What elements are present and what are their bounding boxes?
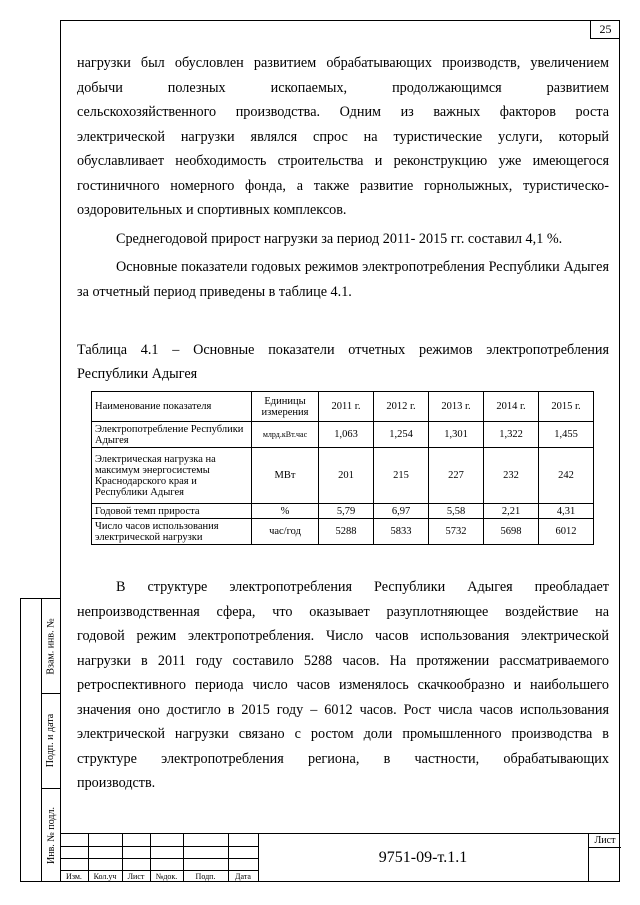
row-value: 5,79 <box>319 504 374 519</box>
line: годовой режим электропотребления. Число часов использования электрической <box>77 628 609 644</box>
row-value: 1,063 <box>319 422 374 448</box>
line: гостиничного номерного фонда, а также развитие горнолыжных, туристическо- <box>77 177 609 194</box>
row-value: 215 <box>374 448 429 504</box>
line: нагрузки в 2011 году составило 5288 часов. На протяжении рассматриваемого <box>77 652 609 669</box>
sheet-box <box>588 834 621 882</box>
line: производств. <box>77 775 156 791</box>
row-unit: % <box>252 504 319 519</box>
header-2014: 2014 г. <box>484 392 539 422</box>
table-row <box>92 422 594 448</box>
row-value: 5698 <box>484 519 539 545</box>
row-name: Число часов использования электрической нагрузки <box>92 519 252 545</box>
row-value: 232 <box>484 448 539 504</box>
table-row <box>92 504 594 519</box>
row-value: 227 <box>429 448 484 504</box>
row-value: 1,455 <box>539 422 594 448</box>
line: электрической нагрузки являлся спрос на туристические услуги, который <box>77 128 609 145</box>
col-change: Изм. <box>66 872 82 881</box>
table-caption-text: Таблица 4.1 – Основные показатели отчетных режимов электропотребления Республики Адыгея <box>77 342 609 382</box>
row-value: 1,322 <box>484 422 539 448</box>
line: оздоровительных и спортивных комплексов. <box>77 202 347 218</box>
side-strip <box>20 598 60 882</box>
header-2011: 2011 г. <box>319 392 374 422</box>
header-2012: 2012 г. <box>374 392 429 422</box>
row-value: 5833 <box>374 519 429 545</box>
row-name: Годовой темп прироста <box>92 504 252 519</box>
stamp-grid <box>60 834 259 882</box>
line: структуре электропотребления региона, в частности, обрабатывающих <box>77 750 609 767</box>
row-value: 2,21 <box>484 504 539 519</box>
line: нагрузки был обусловлен развитием обрабатывающих производств, увеличением <box>77 55 609 71</box>
row-value: 6,97 <box>374 504 429 519</box>
row-value: 5288 <box>319 519 374 545</box>
col-sheet: Лист <box>127 872 145 881</box>
header-2015: 2015 г. <box>539 392 594 422</box>
indicators-table <box>91 391 594 545</box>
page-number: 25 <box>590 20 620 39</box>
table-row <box>92 448 594 504</box>
col-signature: Подп. <box>195 872 216 881</box>
col-count: Кол.уч <box>93 872 117 881</box>
row-value: 5732 <box>429 519 484 545</box>
sheet-label: Лист <box>589 834 621 848</box>
header-2013: 2013 г. <box>429 392 484 422</box>
line: значения оно достигло в 2015 году – 6012 часов. Рост числа часов использования <box>77 701 609 718</box>
replacement-inventory-label: Взам. инв. № <box>45 617 57 675</box>
line: сельскохозяйственного производства. Одним из важных факторов роста <box>77 104 609 120</box>
header-name: Наименование показателя <box>92 392 252 422</box>
title-block <box>60 833 620 882</box>
paragraph-table-ref: Основные показатели годовых режимов электропотребления Республики Адыгея за отчетный период приведены в таблице 4.1. <box>77 259 609 300</box>
table-caption <box>77 338 609 386</box>
line: В структуре электропотребления Республики Адыгея преобладает <box>116 579 609 595</box>
row-value: 6012 <box>539 519 594 545</box>
row-name: Электропотребление Республики Адыгея <box>92 422 252 448</box>
original-inventory-label: Инв. № подл. <box>45 807 57 864</box>
col-doc: №док. <box>155 872 178 881</box>
line: ретроспективного периода число часов изменялось скачкообразно и наибольшего <box>77 677 609 693</box>
table-header-row <box>92 392 594 422</box>
row-value: 1,301 <box>429 422 484 448</box>
line: электрической нагрузки связано с ростом доли промышленного производства в <box>77 726 609 742</box>
line: непроизводственная сфера, что оказывает разуплотняющее воздействие на <box>77 603 609 620</box>
document-code: 9751-09-т.1.1 <box>378 849 468 866</box>
row-value: 1,254 <box>374 422 429 448</box>
signature-date-label: Подп. и дата <box>45 713 57 768</box>
row-unit: млрд.кВт.час <box>252 422 319 448</box>
row-value: 242 <box>539 448 594 504</box>
table-row <box>92 519 594 545</box>
body-top <box>77 51 609 304</box>
row-value: 4,31 <box>539 504 594 519</box>
paragraph-growth: Среднегодовой прирост нагрузки за период 2011- 2015 гг. составил 4,1 %. <box>116 230 563 247</box>
body-bottom <box>77 575 609 796</box>
row-unit: МВт <box>252 448 319 504</box>
row-value: 201 <box>319 448 374 504</box>
row-value: 5,58 <box>429 504 484 519</box>
header-unit: Единицы измерения <box>252 392 319 422</box>
line: добычи полезных ископаемых, продолжающимся развитием <box>77 79 609 96</box>
line: обуславливает необходимость строительства и реконструкцию уже имеющегося <box>77 153 609 169</box>
col-date: Дата <box>235 872 251 881</box>
row-name: Электрическая нагрузка на максимум энергосистемы Краснодарского края и Республики Адыгея <box>92 448 252 504</box>
row-unit: час/год <box>252 519 319 545</box>
